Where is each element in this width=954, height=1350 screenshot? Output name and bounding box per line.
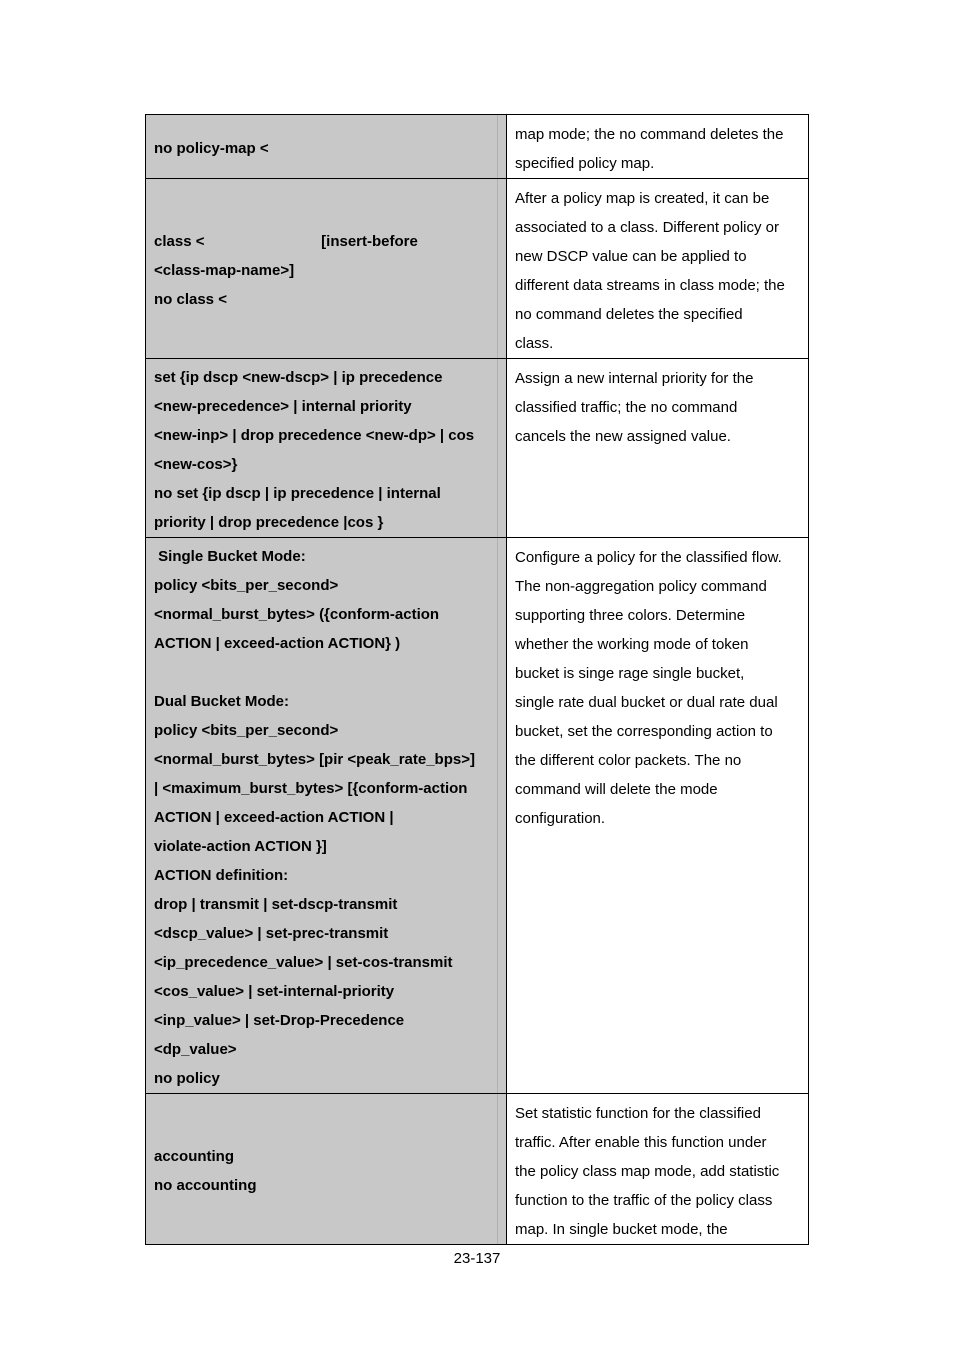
command-line: <class-map-name>] — [154, 262, 295, 279]
description-line: no command deletes the specified — [515, 306, 743, 323]
description-line: single rate dual bucket or dual rate dual — [515, 694, 778, 711]
description-line: cancels the new assigned value. — [515, 428, 731, 445]
command-line: <new-precedence> | internal priority — [154, 398, 412, 415]
command-line: policy <bits_per_second> — [154, 577, 339, 594]
command-line: <dscp_value> | set-prec-transmit — [154, 925, 389, 942]
description-cell — [507, 359, 809, 538]
table-row — [146, 359, 809, 538]
command-line: <ip_precedence_value> | set-cos-transmit — [154, 954, 453, 971]
command-cell — [146, 1094, 507, 1245]
command-line: <normal_burst_bytes> ({conform-action — [154, 606, 440, 623]
command-line: no policy-map < — [154, 140, 269, 157]
description-line: bucket is singe rage single bucket, — [515, 665, 745, 682]
command-line: Dual Bucket Mode: — [154, 693, 290, 710]
description-line: different data streams in class mode; the — [515, 277, 785, 294]
description-line: the policy class map mode, add statistic — [515, 1163, 780, 1180]
description-line: configuration. — [515, 810, 606, 827]
command-line: drop | transmit | set-dscp-transmit — [154, 896, 398, 913]
command-line: ACTION | exceed-action ACTION} ) — [154, 635, 401, 652]
command-line: priority | drop precedence |cos } — [154, 514, 384, 531]
description-line: Assign a new internal priority for the — [515, 370, 754, 387]
command-cell — [146, 538, 507, 1094]
command-cell — [146, 359, 507, 538]
command-line — [154, 658, 498, 687]
table-row — [146, 115, 809, 179]
command-line: Single Bucket Mode: — [154, 548, 306, 565]
description-line: class. — [515, 335, 554, 352]
command-line: no accounting — [154, 1177, 257, 1194]
command-line: ACTION definition: — [154, 867, 289, 884]
description-cell — [507, 179, 809, 359]
command-line: | <maximum_burst_bytes> [{conform-action — [154, 780, 468, 797]
description-line: supporting three colors. Determine — [515, 607, 746, 624]
description-line: the different color packets. The no — [515, 752, 742, 769]
description-line: traffic. After enable this function under — [515, 1134, 767, 1151]
description-line: map. In single bucket mode, the — [515, 1221, 728, 1238]
command-line: ACTION | exceed-action ACTION | — [154, 809, 394, 826]
command-line: set {ip dscp <new-dscp> | ip precedence — [154, 369, 443, 386]
table-row — [146, 538, 809, 1094]
description-line: associated to a class. Different policy or — [515, 219, 780, 236]
command-line: accounting — [154, 1148, 235, 1165]
page-number: 23-137 — [453, 1250, 501, 1267]
command-line: class < [insert-before — [154, 233, 418, 250]
description-line: bucket, set the corresponding action to — [515, 723, 773, 740]
description-cell — [507, 538, 809, 1094]
description-cell — [507, 1094, 809, 1245]
command-line: <dp_value> — [154, 1041, 237, 1058]
command-cell — [146, 179, 507, 359]
command-line: <normal_burst_bytes> [pir <peak_rate_bps>] — [154, 751, 475, 768]
command-line: no set {ip dscp | ip precedence | internal — [154, 485, 441, 502]
description-line: classified traffic; the no command — [515, 399, 738, 416]
command-cell — [146, 115, 507, 179]
command-line: <inp_value> | set-Drop-Precedence — [154, 1012, 405, 1029]
command-line: <new-inp> | drop precedence <new-dp> | cos — [154, 427, 475, 444]
command-line: no class < — [154, 291, 227, 308]
description-line: command will delete the mode — [515, 781, 718, 798]
description-cell — [507, 115, 809, 179]
description-line: Set statistic function for the classified — [515, 1105, 761, 1122]
command-table — [145, 114, 809, 1245]
table-row — [146, 1094, 809, 1245]
description-line: map mode; the no command deletes the — [515, 126, 784, 143]
command-line: violate-action ACTION }] — [154, 838, 327, 855]
description-line: whether the working mode of token — [515, 636, 749, 653]
description-line: function to the traffic of the policy class — [515, 1192, 773, 1209]
command-line: <new-cos>} — [154, 456, 238, 473]
command-line: policy <bits_per_second> — [154, 722, 339, 739]
command-line: <cos_value> | set-internal-priority — [154, 983, 395, 1000]
description-line: The non-aggregation policy command — [515, 578, 767, 595]
description-line: new DSCP value can be applied to — [515, 248, 747, 265]
description-line: After a policy map is created, it can be — [515, 190, 770, 207]
description-line: Configure a policy for the classified flow. — [515, 549, 782, 566]
table-row — [146, 179, 809, 359]
command-line: no policy — [154, 1070, 220, 1087]
description-line: specified policy map. — [515, 155, 655, 172]
